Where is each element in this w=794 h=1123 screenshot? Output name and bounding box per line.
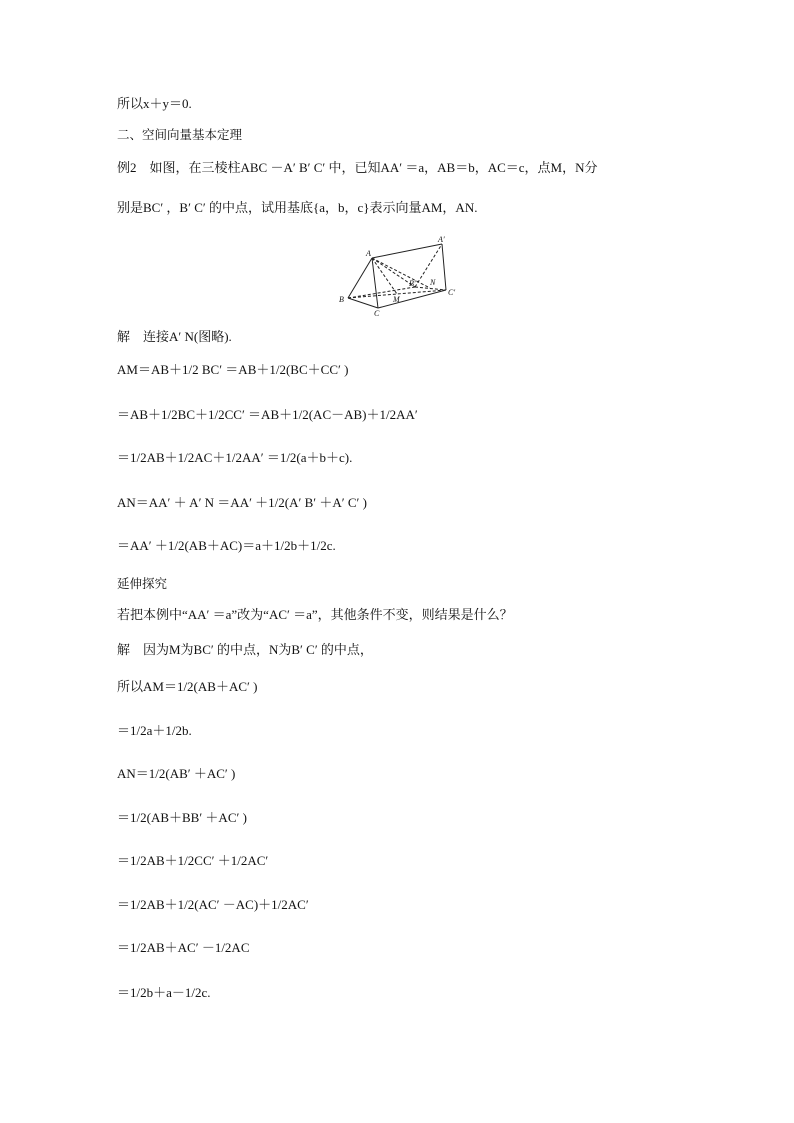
section-heading: 二、空间向量基本定理: [117, 127, 243, 142]
label-A1: A′: [438, 235, 445, 244]
edge-A1B1: [415, 244, 442, 287]
ext-equation-line-4: ＝1/2(AB＋BB′ ＋AC′ ): [117, 810, 247, 825]
extension-question: 若把本例中“AA′ ＝a”改为“AC′ ＝a”，其他条件不变，则结果是什么？: [117, 607, 513, 622]
edge-AA1: [372, 244, 442, 258]
extension-solution-intro: 解 因为M为BC′ 的中点，N为B′ C′ 的中点，: [117, 642, 373, 657]
ext-equation-line-6: ＝1/2AB＋1/2(AC′ －AC)＋1/2AC′: [117, 897, 309, 912]
label-B: B: [339, 295, 344, 304]
edge-BC: [348, 298, 378, 308]
label-C: C: [374, 309, 380, 318]
label-N: N: [430, 278, 436, 287]
edge-AC: [372, 258, 378, 308]
ext-equation-line-2: ＝1/2a＋1/2b.: [117, 723, 192, 738]
edge-CC1: [378, 290, 446, 308]
segment-AN: [372, 258, 430, 288]
label-A: A: [366, 249, 371, 258]
equation-line-5: ＝AA′ ＋1/2(AB＋AC)＝a＋1/2b＋1/2c.: [117, 538, 336, 553]
edge-AB: [348, 258, 372, 298]
edge-B1C1: [415, 287, 446, 290]
ext-equation-line-5: ＝1/2AB＋1/2CC′ ＋1/2AC′: [117, 853, 269, 868]
text-line-1: 所以x＋y＝0.: [117, 96, 192, 111]
ext-equation-line-8: ＝1/2b＋a－1/2c.: [117, 985, 211, 1000]
ext-equation-line-1: 所以AM＝1/2(AB＋AC′ ): [117, 679, 258, 694]
label-C1: C′: [448, 288, 456, 297]
solution-intro: 解 连接A′ N(图略).: [117, 329, 232, 344]
example-2-statement-cont: 别是BC′ ，B′ C′ 的中点，试用基底{a，b，c}表示向量AM，AN.: [117, 200, 478, 215]
ext-equation-line-3: AN＝1/2(AB′ ＋AC′ ): [117, 766, 236, 781]
equation-line-3: ＝1/2AB＋1/2AC＋1/2AA′ ＝1/2(a＋b＋c).: [117, 450, 353, 465]
label-M: M: [393, 295, 400, 304]
equation-line-4: AN＝AA′ ＋ A′ N ＝AA′ ＋1/2(A′ B′ ＋A′ C′ ): [117, 495, 367, 510]
label-B1: B′: [409, 279, 416, 288]
ext-equation-line-7: ＝1/2AB＋AC′ －1/2AC: [117, 940, 250, 955]
edge-A1C1: [442, 244, 446, 290]
extension-heading: 延伸探究: [117, 576, 168, 591]
example-2-statement: 例2 如图，在三棱柱ABC －A′ B′ C′ 中，已知AA′ ＝a，AB＝b，AC＝c，点M，N分: [117, 160, 598, 175]
equation-line-1: AM＝AB＋1/2 BC′ ＝AB＋1/2(BC＋CC′ ): [117, 362, 349, 377]
edge-BB1: [348, 287, 415, 298]
triangular-prism-figure: [330, 232, 470, 318]
prism-diagram: [330, 232, 470, 318]
equation-line-2: ＝AB＋1/2BC＋1/2CC′ ＝AB＋1/2(AC－AB)＋1/2AA′: [117, 407, 418, 422]
